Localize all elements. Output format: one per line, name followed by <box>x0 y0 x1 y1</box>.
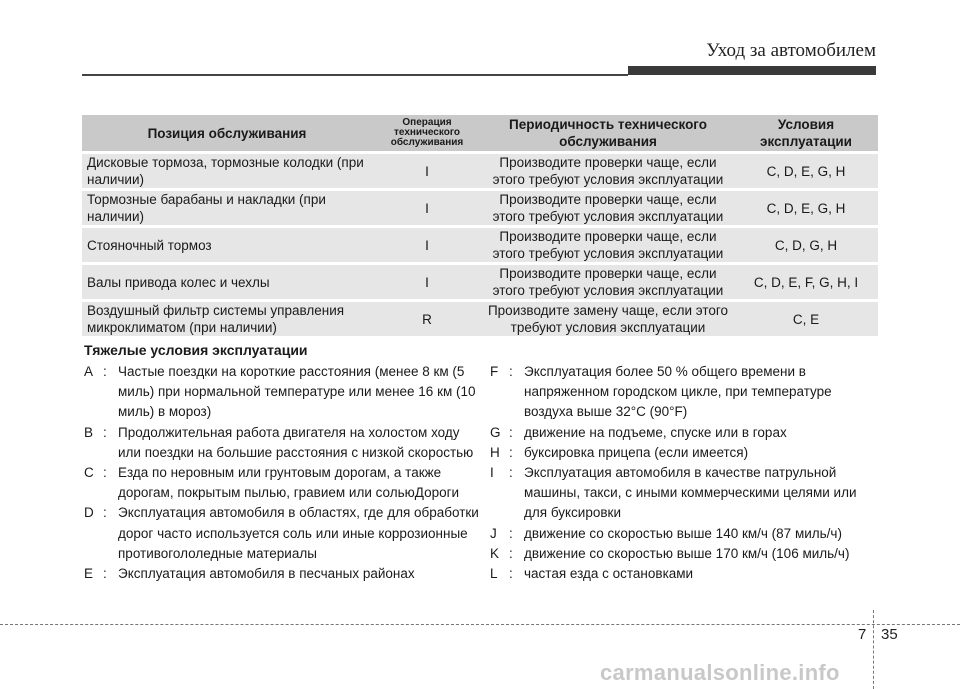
condition-text: Езда по неровным или грунтовым дорогам, а также дорогам, покрытым пылью, гравием или сольюДороги <box>118 465 460 501</box>
page-number-divider <box>873 610 874 689</box>
row-item: Дисковые тормоза, тормозные колодки (при наличии) <box>82 154 372 188</box>
condition-item <box>490 362 880 423</box>
condition-text: Эксплуатация более 50 % общего времени в напряженном городском цикле, при температуре воздуха выше 32°C (90°F) <box>524 364 832 420</box>
condition-item <box>490 524 880 544</box>
condition-code: F <box>490 364 499 379</box>
conditions-list-left <box>84 362 484 584</box>
row-operation: I <box>372 191 482 225</box>
condition-code: H <box>490 444 500 460</box>
row-conditions: C, D, E, G, H <box>734 154 878 188</box>
condition-separator: : <box>103 465 107 481</box>
table-row <box>82 191 878 225</box>
row-conditions: C, D, G, H <box>734 228 878 262</box>
condition-code: I <box>490 465 494 481</box>
page-number: 35 <box>881 626 898 643</box>
chapter-number: 7 <box>858 626 867 643</box>
header-conditions: Условия эксплуатации <box>734 115 878 151</box>
table-row <box>82 302 878 336</box>
row-item: Стояночный тормоз <box>82 228 372 262</box>
condition-code: C <box>84 465 94 481</box>
row-operation: I <box>372 265 482 299</box>
condition-separator: : <box>103 424 107 440</box>
row-period: Производите замену чаще, если этого требуют условия эксплуатации <box>482 302 734 336</box>
row-operation: I <box>372 154 482 188</box>
row-period: Производите проверки чаще, если этого требуют условия эксплуатации <box>482 228 734 262</box>
condition-separator: : <box>509 424 513 440</box>
section-title: Уход за автомобилем <box>706 40 876 61</box>
condition-text: буксировка прицепа (если имеется) <box>524 444 749 460</box>
condition-text: Эксплуатация автомобиля в песчаных районах <box>118 566 415 582</box>
condition-code: G <box>490 424 501 440</box>
condition-item <box>490 564 880 584</box>
condition-separator: : <box>103 364 107 379</box>
header-operation: Операция технического обслуживания <box>372 115 482 151</box>
row-conditions: C, E <box>734 302 878 336</box>
condition-text: Частые поездки на короткие расстояния (менее 8 км (5 миль) при нормальной температуре или менее 16 км (10 миль) в мороз) <box>118 364 476 420</box>
condition-code: K <box>490 545 500 561</box>
conditions-title: Тяжелые условия эксплуатации <box>84 342 308 358</box>
condition-item <box>84 503 484 564</box>
row-period: Производите проверки чаще, если этого требуют условия эксплуатации <box>482 265 734 299</box>
condition-separator: : <box>509 444 513 460</box>
footer-divider <box>0 624 960 625</box>
table-row <box>82 154 878 188</box>
condition-code: E <box>84 566 94 582</box>
condition-separator: : <box>509 545 513 561</box>
condition-separator: : <box>509 364 513 379</box>
row-period: Производите проверки чаще, если этого требуют условия эксплуатации <box>482 191 734 225</box>
row-item: Валы привода колес и чехлы <box>82 265 372 299</box>
condition-separator: : <box>103 505 107 521</box>
condition-item <box>84 423 484 463</box>
maintenance-table <box>82 112 878 339</box>
table-header-row <box>82 115 878 151</box>
condition-item <box>84 463 484 503</box>
condition-separator: : <box>509 566 513 582</box>
conditions-list-right <box>490 362 880 584</box>
watermark: carmanualsonline.info <box>600 660 840 685</box>
condition-separator: : <box>509 465 513 481</box>
header-rule <box>82 74 628 76</box>
condition-item <box>84 564 484 584</box>
condition-code: B <box>84 424 94 440</box>
condition-text: Продолжительная работа двигателя на холостом ходу или поездки на большие расстояния с низкой скоростью <box>118 424 474 460</box>
condition-code: L <box>490 566 498 582</box>
row-operation: I <box>372 228 482 262</box>
row-operation: R <box>372 302 482 336</box>
condition-code: D <box>84 505 94 521</box>
condition-separator: : <box>103 566 107 582</box>
condition-item <box>490 443 880 463</box>
condition-separator: : <box>509 525 513 541</box>
row-conditions: C, D, E, G, H <box>734 191 878 225</box>
condition-item <box>490 544 880 564</box>
row-item: Тормозные барабаны и накладки (при наличии) <box>82 191 372 225</box>
condition-item <box>490 423 880 443</box>
condition-item <box>84 362 484 423</box>
header-rule-bar <box>628 66 876 75</box>
condition-item <box>490 463 880 524</box>
condition-text: движение на подъеме, спуске или в горах <box>524 424 787 440</box>
header-position: Позиция обслуживания <box>82 115 372 151</box>
header-period: Периодичность технического обслуживания <box>482 115 734 151</box>
table-row <box>82 265 878 299</box>
row-period: Производите проверки чаще, если этого требуют условия эксплуатации <box>482 154 734 188</box>
condition-text: Эксплуатация автомобиля в областях, где для обработки дорог часто используется соль или иные коррозионные противогололедные материалы <box>118 505 479 561</box>
condition-text: движение со скоростью выше 170 км/ч (106 миль/ч) <box>524 545 850 561</box>
condition-text: частая езда с остановками <box>524 566 694 582</box>
condition-code: J <box>490 525 497 541</box>
row-conditions: C, D, E, F, G, H, I <box>734 265 878 299</box>
condition-text: движение со скоростью выше 140 км/ч (87 миль/ч) <box>524 525 842 541</box>
condition-text: Эксплуатация автомобиля в качестве патрульной машины, такси, с иными коммерческими целями или для буксировки <box>524 465 857 521</box>
condition-code: A <box>84 364 94 379</box>
table-row <box>82 228 878 262</box>
row-item: Воздушный фильтр системы управления микроклиматом (при наличии) <box>82 302 372 336</box>
